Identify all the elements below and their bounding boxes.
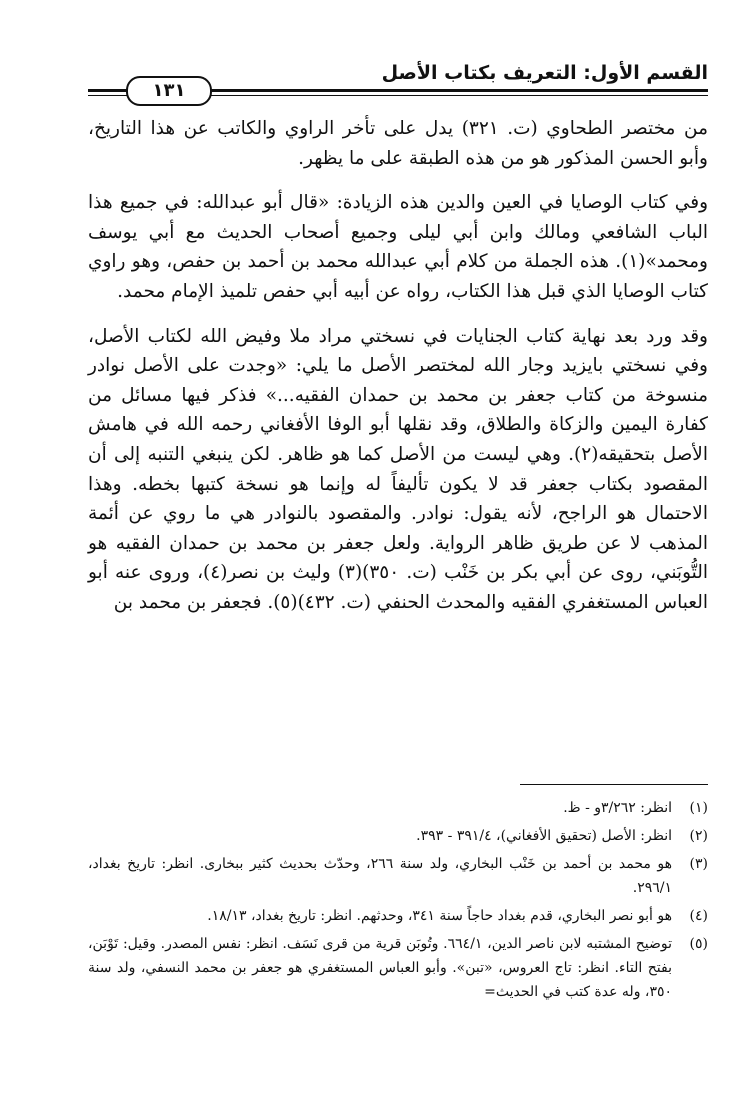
footnote-number: (١): [689, 800, 708, 816]
footnote-5: [88, 932, 708, 1004]
footnote-text: توضيح المشتبه لابن ناصر الدين، ٦٦٤/١. وتُوبَن قرية من قرى نَسَف. انظر: نفس المصدر. وقيل: تَوْبَن، بفتح التاء. انظر: تاج العروس، «تبن». وأبو العباس المستغفري هو جعفر بن محمد النسفي، ولد سنة ٣٥٠، وله عدة كتب في الحديث=: [88, 936, 672, 1000]
footnote-number: (٥): [689, 936, 708, 952]
footnote-text: انظر: ٣/٢٦٢و - ظ.: [563, 800, 672, 816]
main-text: [88, 114, 708, 618]
header-title: القسم الأول: التعريف بكتاب الأصل: [381, 62, 708, 84]
footnote-separator: [520, 784, 708, 785]
footnote-4: [88, 904, 708, 928]
footnote-text: هو محمد بن أحمد بن خَنْب البخاري، ولد سنة ٢٦٦، وحدّث بحديث كثير ببخارى. انظر: تاريخ بغداد، ٢٩٦/١.: [88, 856, 673, 896]
footnote-3: [88, 852, 708, 900]
footnote-2: [88, 824, 708, 848]
footnote-number: (٤): [689, 908, 708, 924]
footnote-text: هو أبو نصر البخاري، قدم بغداد حاجاً سنة ٣٤١، وحدثهم. انظر: تاريخ بغداد، ١٨/١٣.: [207, 908, 672, 924]
footnote-text: انظر: الأصل (تحقيق الأفغاني)، ٣٩١/٤ - ٣٩٣.: [416, 828, 672, 844]
running-header: [88, 60, 708, 100]
paragraph-3: وقد ورد بعد نهاية كتاب الجنايات في نسختي مراد ملا وفيض الله لكتاب الأصل، وفي نسختي بايزيد وجار الله لمختصر الأصل ما يلي: «وجدت على الأصل نوادر منسوخة من كتاب جعفر بن محمد بن حمدان الفقيه...» فذكر فيها مسائل من كفارة اليمين والزكاة والطلاق، وقد نقلها أبو الوفا الأفغاني رحمه الله في هامش الأصل بتحقيقه(٢). وهي ليست من الأصل كما هو ظاهر. لكن ينبغي التنبه إلى أن المقصود بكتاب جعفر قد لا يكون تأليفاً له وإنما هو نسخة كتبها بخطه. وهذا الاحتمال هو الراجح، لأنه يقول: نوادر. والمقصود بالنوادر هي ما روي عن أئمة المذهب لا عن طريق ظاهر الرواية. ولعل جعفر بن محمد بن حمدان الفقيه هو التُّوبَني، روى عن أبي بكر بن خَنْب (ت. ٣٥٠)(٣) وليث بن نصر(٤)، وروى عنه أبو العباس المستغفري الفقيه والمحدث الحنفي (ت. ٤٣٢)(٥). فجعفر بن محمد بن: [88, 325, 709, 613]
paragraph-1: من مختصر الطحاوي (ت. ٣٢١) يدل على تأخر الراوي والكاتب عن هذا التاريخ، وأبو الحسن المذكور هو من هذه الطبقة على ما يظهر.: [88, 118, 708, 169]
page-number-badge: ١٣١: [126, 76, 212, 106]
footnote-1: [88, 796, 708, 820]
paragraph-2: وفي كتاب الوصايا في العين والدين هذه الزيادة: «قال أبو عبدالله: في جميع هذا الباب الشافعي ومالك وابن أبي ليلى وجميع أصحاب الحديث مع أبي يوسف ومحمد»(١). هذه الجملة من كلام أبي عبدالله محمد بن أحمد بن حفص، وهو راوي كتاب الوصايا الذي قبل هذا الكتاب، رواه عن أبيه أبي حفص تلميذ الإمام محمد.: [88, 192, 708, 302]
footnotes: [88, 796, 708, 1008]
footnote-number: (٣): [689, 856, 708, 872]
footnote-number: (٢): [689, 828, 708, 844]
